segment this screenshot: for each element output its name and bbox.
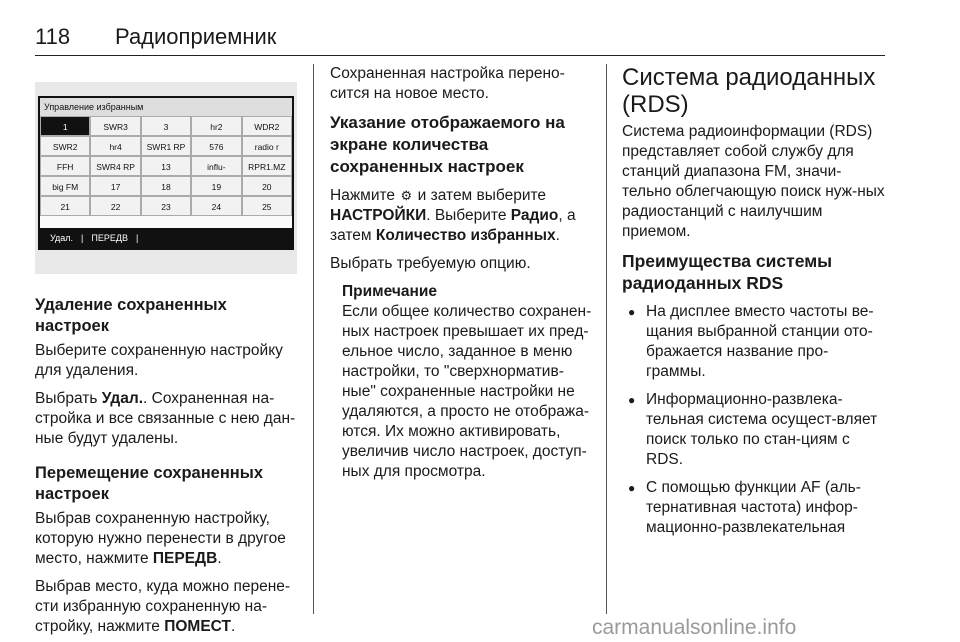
note-box — [330, 282, 595, 482]
heading-preset-count: Указание отображаемого на экране количества сохраненных настроек — [330, 113, 565, 176]
favourite-cell: 3 — [141, 116, 191, 136]
separator: | — [135, 233, 139, 243]
favourites-grid — [40, 116, 292, 216]
column-2 — [330, 64, 595, 490]
favourite-cell: 25 — [242, 196, 292, 216]
favourite-cell: radio r — [242, 136, 292, 156]
favourite-cell: 1 — [40, 116, 90, 136]
watermark: carmanualsonline.info — [592, 616, 797, 639]
paragraph: Сохраненная настройка перено-сится на новое место. — [330, 65, 565, 102]
separator: | — [81, 233, 84, 243]
screen-title: Управление избранным — [40, 98, 292, 116]
delete-softkey: Удал. — [50, 233, 74, 243]
column-3 — [622, 64, 887, 546]
favourite-cell: 576 — [191, 136, 241, 156]
favourite-cell: 24 — [191, 196, 241, 216]
favourite-cell: SWR1 RP — [141, 136, 191, 156]
favourite-cell: 13 — [141, 156, 191, 176]
favourite-cell: 20 — [242, 176, 292, 196]
page-number: 118 — [35, 24, 71, 49]
list-item: ● С помощью функции AF (аль-тернативная частота) инфор-мационно-развлекательная — [622, 478, 887, 538]
favourite-cell: hr2 — [191, 116, 241, 136]
favourite-cell: 21 — [40, 196, 90, 216]
favourite-cell: SWR3 — [90, 116, 140, 136]
paragraph: Выбрав место, куда можно перене-сти избранную сохраненную на-стройку, нажмите ПОМЕСТ. — [35, 578, 291, 635]
paragraph: Выбрав сохраненную настройку, которую нужно перенести в другое место, нажмите ПЕРЕДВ. — [35, 510, 286, 567]
favourite-cell: 19 — [191, 176, 241, 196]
favourite-cell: 18 — [141, 176, 191, 196]
favourite-cell: SWR2 — [40, 136, 90, 156]
note-heading: Примечание — [342, 283, 437, 300]
heading-rds-advantages: Преимущества системы радиоданных RDS — [622, 251, 833, 293]
list-item: ● На дисплее вместо частоты ве-щания выбранной станции ото-бражается название про-граммы. — [622, 302, 887, 382]
radio-favourites-screenshot — [35, 82, 297, 274]
favourite-cell: 22 — [90, 196, 140, 216]
favourite-cell: RPR1.MZ — [242, 156, 292, 176]
favourite-cell: 23 — [141, 196, 191, 216]
screen-action-bar — [40, 228, 292, 248]
note-body: Если общее количество сохранен-ных настроек превышает их пред-ельное число, заданное в меню настройки, то "сверхнорматив-ные" сохраненные настройки не удаляются, а просто не отобража-ются. Их можно активировать, увеличив число настроек, доступ-ных для просмотра. — [342, 303, 592, 480]
favourite-cell: hr4 — [90, 136, 140, 156]
heading-rds: Система радиоданных (RDS) — [622, 64, 876, 118]
page-title: Радиоприемник — [115, 24, 277, 49]
bullet-list — [622, 302, 887, 538]
paragraph: Выбрать требуемую опцию. — [330, 255, 531, 272]
favourite-cell: FFH — [40, 156, 90, 176]
paragraph: Система радиоинформации (RDS) представляет собой службу для станций диапазона FM, значи-тельно облегчающую поиск нуж-ных радиостанций с наилучшим приемом. — [622, 123, 885, 240]
paragraph: Выберите сохраненную настройку для удаления. — [35, 342, 283, 379]
favourites-screen — [38, 96, 294, 250]
config-icon: ⚙ — [400, 188, 413, 203]
favourite-cell: big FM — [40, 176, 90, 196]
heading-move-presets: Перемещение сохраненных настроек — [35, 464, 264, 503]
column-divider — [606, 64, 607, 614]
column-divider — [313, 64, 314, 614]
favourite-cell: SWR4 RP — [90, 156, 140, 176]
page-header — [35, 22, 885, 56]
list-item: ● Информационно-развлека-тельная система осущест-вляет поиск только по стан-циям с RDS. — [622, 390, 887, 470]
paragraph: Выбрать Удал.. Сохраненная на-стройка и все связанные с нею дан-ные будут удалены. — [35, 390, 296, 447]
column-1 — [35, 295, 297, 642]
paragraph: Нажмите ⚙ и затем выберите НАСТРОЙКИ. Выберите Радио, а затем Количество избранных. — [330, 187, 576, 244]
favourite-cell: influ- — [191, 156, 241, 176]
favourite-cell: WDR2 — [242, 116, 292, 136]
move-softkey: ПЕРЕДВ — [91, 233, 128, 243]
heading-delete-presets: Удаление сохраненных настроек — [35, 296, 227, 335]
favourite-cell: 17 — [90, 176, 140, 196]
